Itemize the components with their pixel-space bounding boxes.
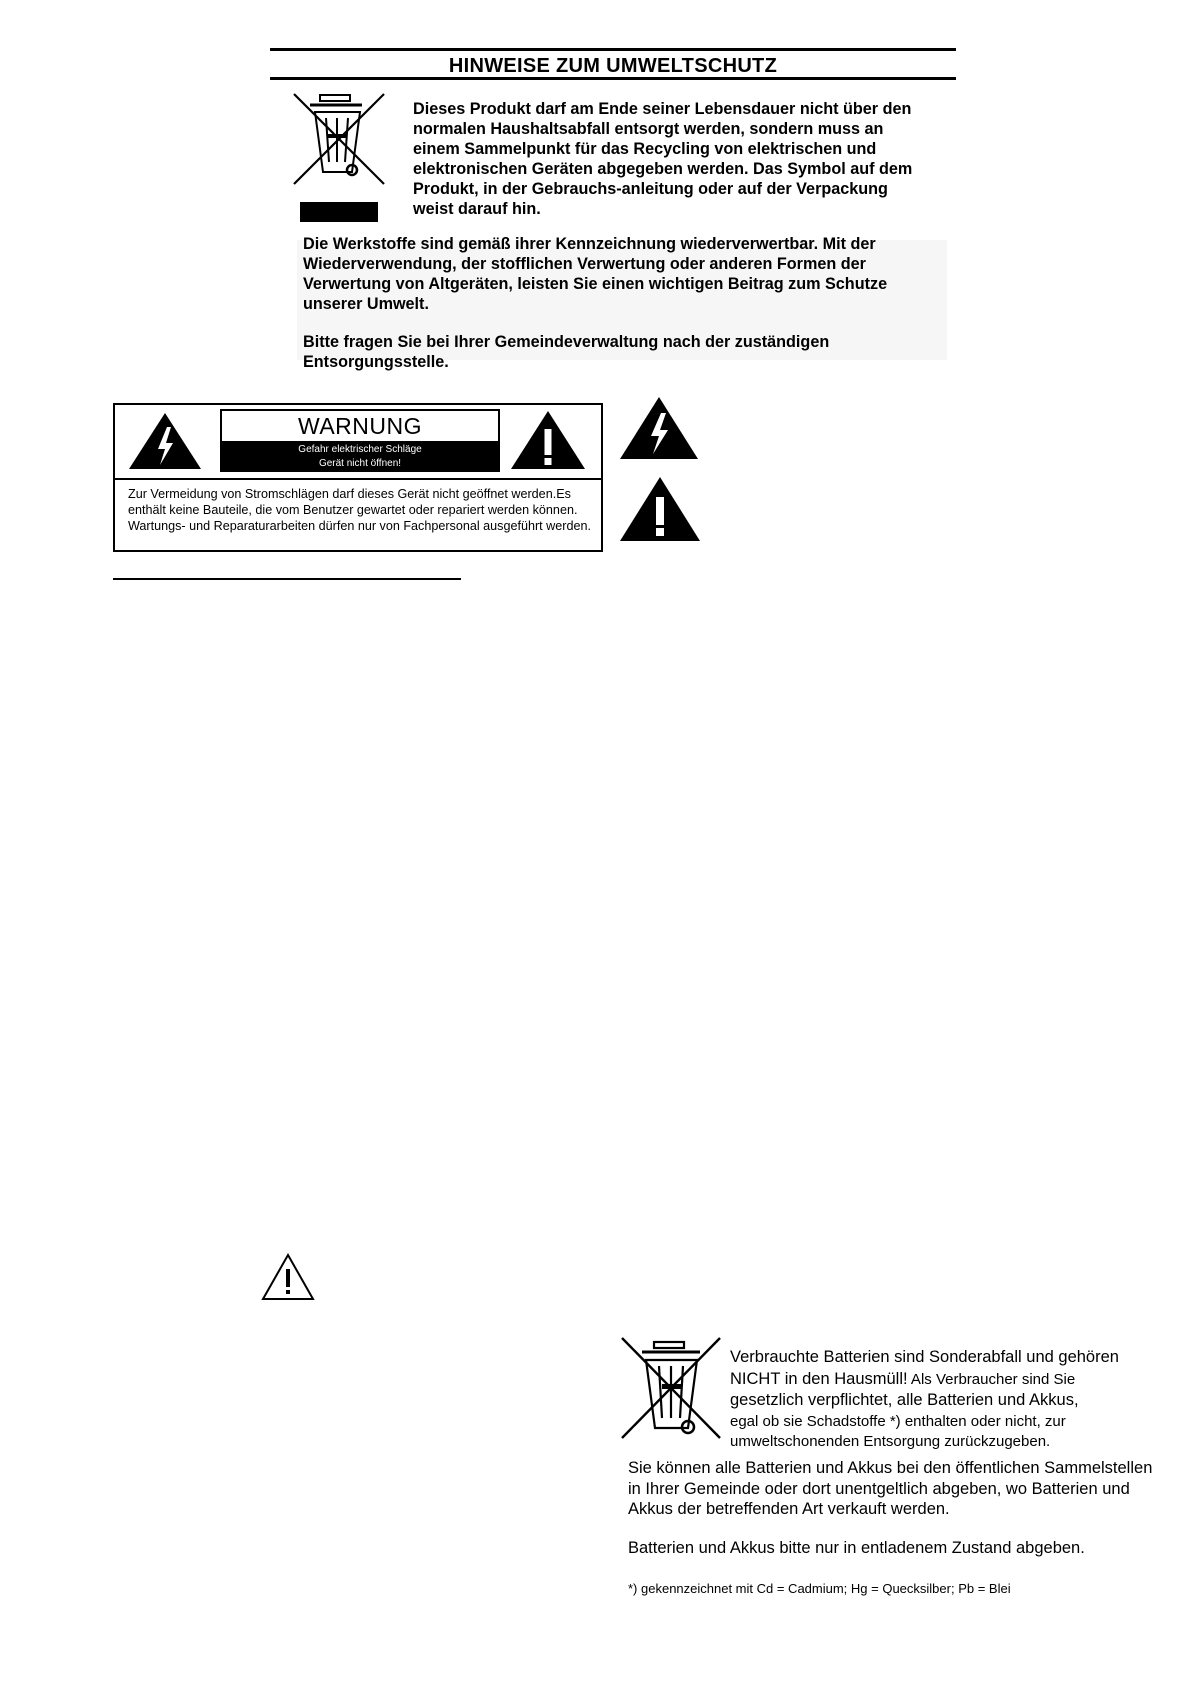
section-title: HINWEISE ZUM UMWELTSCHUTZ bbox=[448, 55, 778, 77]
battery-paragraph-1 bbox=[730, 1347, 1170, 1453]
environment-paragraph-2: Die Werkstoffe sind gemäß ihrer Kennzeichnung wiederverwertbar. Mit der Wiederverwendung, der stofflichen Verwertung oder anderen Formen der Verwertung von Altgeräten, leisten Sie einen wichtigen Beitrag zum Schutze unserer Umwelt. bbox=[303, 235, 888, 313]
caution-triangle-icon bbox=[260, 1252, 316, 1302]
title-rule-top bbox=[270, 48, 956, 51]
warning-body: Zur Vermeidung von Stromschlägen darf dieses Gerät nicht geöffnet werden.Es enthält keine Bauteile, die vom Benutzer gewartet oder repariert werden können. Wartungs- und Reparaturarbeiten dürfen nur von Fachpersonal ausgeführt werden. bbox=[128, 487, 591, 534]
battery-wheelie-bin-icon bbox=[618, 1334, 724, 1444]
warning-subtitle bbox=[222, 441, 498, 470]
battery-footnote: *) gekennzeichnet mit Cd = Cadmium; Hg = Quecksilber; Pb = Blei bbox=[628, 1581, 1011, 1596]
exclamation-triangle-icon bbox=[509, 409, 587, 471]
environment-paragraph-1: Dieses Produkt darf am Ende seiner Lebensdauer nicht über den normalen Haushaltsabfall entsorgt werden, sondern muss an einem Sammelpunkt für das Recycling von elektrischen und elektronischen Geräten abgegeben werden. Das Symbol auf dem Produkt, in der Gebrauchs-anleitung oder auf der Verpackung weist darauf hin. bbox=[413, 100, 913, 218]
warning-title-box bbox=[220, 409, 500, 472]
battery-line-1e: egal ob sie Schadstoffe *) enthalten oder nicht, zur umweltschonenden Entsorgung zurückzugeben. bbox=[730, 1412, 1066, 1450]
warning-subtitle-1: Gefahr elektrischer Schläge bbox=[298, 444, 422, 455]
battery-paragraph-3: Batterien und Akkus bitte nur in entladenem Zustand abgeben. bbox=[628, 1539, 1085, 1557]
warning-divider bbox=[115, 478, 601, 480]
battery-line-1c: Als Verbraucher sind Sie bbox=[907, 1370, 1076, 1388]
title-rule-bottom bbox=[270, 77, 956, 80]
warning-subtitle-2: Gerät nicht öffnen! bbox=[318, 458, 402, 469]
exclamation-triangle-icon bbox=[618, 475, 702, 543]
separator-rule bbox=[113, 578, 461, 580]
battery-line-1a: Verbrauchte Batterien sind Sonderabfall und gehören bbox=[730, 1348, 1119, 1366]
wheelie-bin-icon bbox=[290, 90, 390, 224]
warning-box bbox=[113, 403, 603, 552]
battery-line-1d: gesetzlich verpflichtet, alle Batterien und Akkus, bbox=[730, 1391, 1079, 1409]
battery-paragraph-2: Sie können alle Batterien und Akkus bei den öffentlichen Sammelstellen in Ihrer Gemeinde oder dort unentgeltlich abgeben, wo Batterien und Akkus der betreffenden Art verkauft werden. bbox=[628, 1459, 1153, 1518]
lightning-triangle-icon bbox=[618, 395, 700, 461]
environment-paragraph-3: Bitte fragen Sie bei Ihrer Gemeindeverwaltung nach der zuständigen Entsorgungsstelle. bbox=[303, 333, 830, 371]
battery-line-1b: NICHT in den Hausmüll! bbox=[730, 1369, 908, 1388]
warning-title: WARNUNG bbox=[297, 413, 423, 439]
lightning-triangle-icon bbox=[127, 411, 203, 471]
